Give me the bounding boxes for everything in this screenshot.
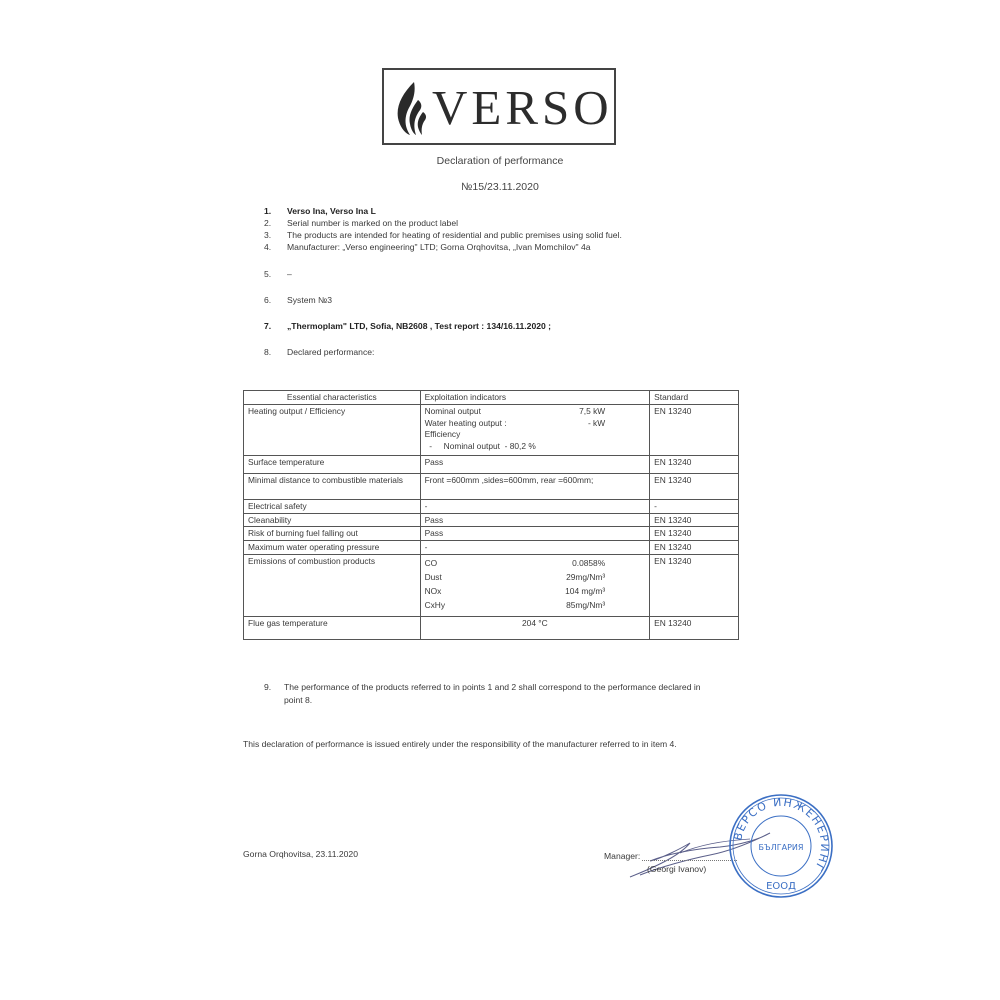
manager-label: Manager: bbox=[604, 851, 641, 861]
indicator-cell: - bbox=[420, 541, 650, 555]
table-row bbox=[244, 404, 739, 455]
responsibility-statement: This declaration of performance is issued entirely under the responsibility of the manufacturer referred to in item 4. bbox=[243, 739, 677, 749]
document-number: №15/23.11.2020 bbox=[461, 181, 539, 193]
indicator-label: Water heating output : bbox=[424, 417, 507, 428]
characteristic-cell: Risk of burning fuel falling out bbox=[244, 527, 421, 541]
standard-cell: EN 13240 bbox=[650, 455, 739, 473]
item-number: 5. bbox=[264, 269, 272, 279]
item-number: 1. bbox=[264, 206, 272, 216]
characteristic-cell: Emissions of combustion products bbox=[244, 554, 421, 616]
item-number: 4. bbox=[264, 242, 272, 252]
table-header-row bbox=[244, 391, 739, 405]
indicator-label: - Nominal output - 80,2 % bbox=[424, 441, 536, 452]
item-text: Declared performance: bbox=[287, 347, 375, 357]
table-row bbox=[244, 455, 739, 473]
characteristic-cell: Surface temperature bbox=[244, 455, 421, 473]
stamp-bottom-text: ЕООД bbox=[766, 881, 796, 892]
indicator-label: NOx bbox=[424, 585, 442, 596]
indicator-cell: - bbox=[420, 499, 650, 513]
indicator-value: 104 mg/m³ bbox=[565, 585, 606, 596]
indicator-value: - kW bbox=[587, 417, 606, 428]
indicator-cell bbox=[420, 404, 650, 455]
indicator-cell: Front =600mm ,sides=600mm, rear =600mm; bbox=[420, 473, 650, 499]
document-title: Declaration of performance bbox=[436, 155, 564, 167]
indicator-cell: Pass bbox=[420, 455, 650, 473]
characteristic-cell: Minimal distance to combustible materials bbox=[244, 473, 421, 499]
item-number: 8. bbox=[264, 347, 272, 357]
indicator-label: Efficiency bbox=[424, 429, 461, 440]
standard-cell: EN 13240 bbox=[650, 513, 739, 527]
standard-cell: EN 13240 bbox=[650, 554, 739, 616]
standard-cell: EN 13240 bbox=[650, 404, 739, 455]
company-stamp bbox=[728, 793, 834, 899]
standard-cell: EN 13240 bbox=[650, 527, 739, 541]
stamp-ring-text: ВЕРСО ИНЖЕНЕРИНГ bbox=[731, 795, 832, 875]
table-row bbox=[244, 527, 739, 541]
table-row bbox=[244, 554, 739, 616]
table-row bbox=[244, 473, 739, 499]
characteristic-cell: Electrical safety bbox=[244, 499, 421, 513]
item-text: „Thermoplam" LTD, Sofia, NB2608 , Test report : 134/16.11.2020 ; bbox=[287, 321, 552, 331]
performance-table bbox=[243, 390, 739, 640]
point-9-number: 9. bbox=[264, 682, 272, 692]
characteristic-cell: Maximum water operating pressure bbox=[244, 541, 421, 555]
indicator-cell bbox=[420, 554, 650, 616]
characteristic-cell: Heating output / Efficiency bbox=[244, 404, 421, 455]
indicator-cell: 204 °C bbox=[420, 616, 650, 639]
characteristic-cell: Flue gas temperature bbox=[244, 616, 421, 639]
brand-name: VERSO bbox=[432, 80, 613, 135]
standard-cell: EN 13240 bbox=[650, 616, 739, 639]
signature-line bbox=[642, 860, 737, 861]
item-number: 3. bbox=[264, 230, 272, 240]
table-row bbox=[244, 541, 739, 555]
item-number: 7. bbox=[264, 321, 272, 331]
indicator-label: CxHy bbox=[424, 599, 446, 610]
item-text: Verso Ina, Verso Ina L bbox=[287, 206, 376, 216]
standard-cell: - bbox=[650, 499, 739, 513]
standard-cell: EN 13240 bbox=[650, 541, 739, 555]
item-text: – bbox=[287, 269, 292, 279]
item-text: System №3 bbox=[287, 295, 333, 305]
verso-logo bbox=[382, 68, 616, 145]
indicator-value: 0.0858% bbox=[572, 557, 606, 568]
item-number: 6. bbox=[264, 295, 272, 305]
header-standard: Standard bbox=[650, 391, 739, 405]
item-text: Serial number is marked on the product label bbox=[287, 218, 459, 228]
indicator-value: 7,5 kW bbox=[579, 405, 606, 416]
indicator-label: Dust bbox=[424, 571, 442, 582]
stamp-center-text: БЪЛГАРИЯ bbox=[758, 843, 804, 852]
indicator-label: CO bbox=[424, 557, 438, 568]
indicator-cell: Pass bbox=[420, 513, 650, 527]
item-number: 2. bbox=[264, 218, 272, 228]
point-9-line-2: point 8. bbox=[284, 695, 313, 705]
characteristic-cell: Cleanability bbox=[244, 513, 421, 527]
standard-cell: EN 13240 bbox=[650, 473, 739, 499]
manager-name: (Georgi Ivanov) bbox=[647, 864, 707, 874]
header-exploitation-indicators: Exploitation indicators bbox=[420, 391, 650, 405]
item-text: Manufacturer: „Verso engineering" LTD; Gorna Orqhovitsa, „Ivan Momchilov" 4a bbox=[287, 242, 591, 252]
indicator-label: Nominal output bbox=[424, 405, 481, 416]
indicator-value: 85mg/Nm³ bbox=[566, 599, 606, 610]
place-and-date: Gorna Orqhovitsa, 23.11.2020 bbox=[243, 849, 358, 859]
flame-icon bbox=[394, 80, 428, 136]
point-9-line-1: The performance of the products referred to in points 1 and 2 shall correspond to the performance declared in bbox=[284, 682, 701, 692]
item-text: The products are intended for heating of residential and public premises using solid fuel. bbox=[287, 230, 622, 240]
header-essential-characteristics: Essential characteristics bbox=[244, 391, 421, 405]
table-row bbox=[244, 499, 739, 513]
indicator-value: 29mg/Nm³ bbox=[566, 571, 606, 582]
table-row bbox=[244, 616, 739, 639]
table-row bbox=[244, 513, 739, 527]
indicator-cell: Pass bbox=[420, 527, 650, 541]
